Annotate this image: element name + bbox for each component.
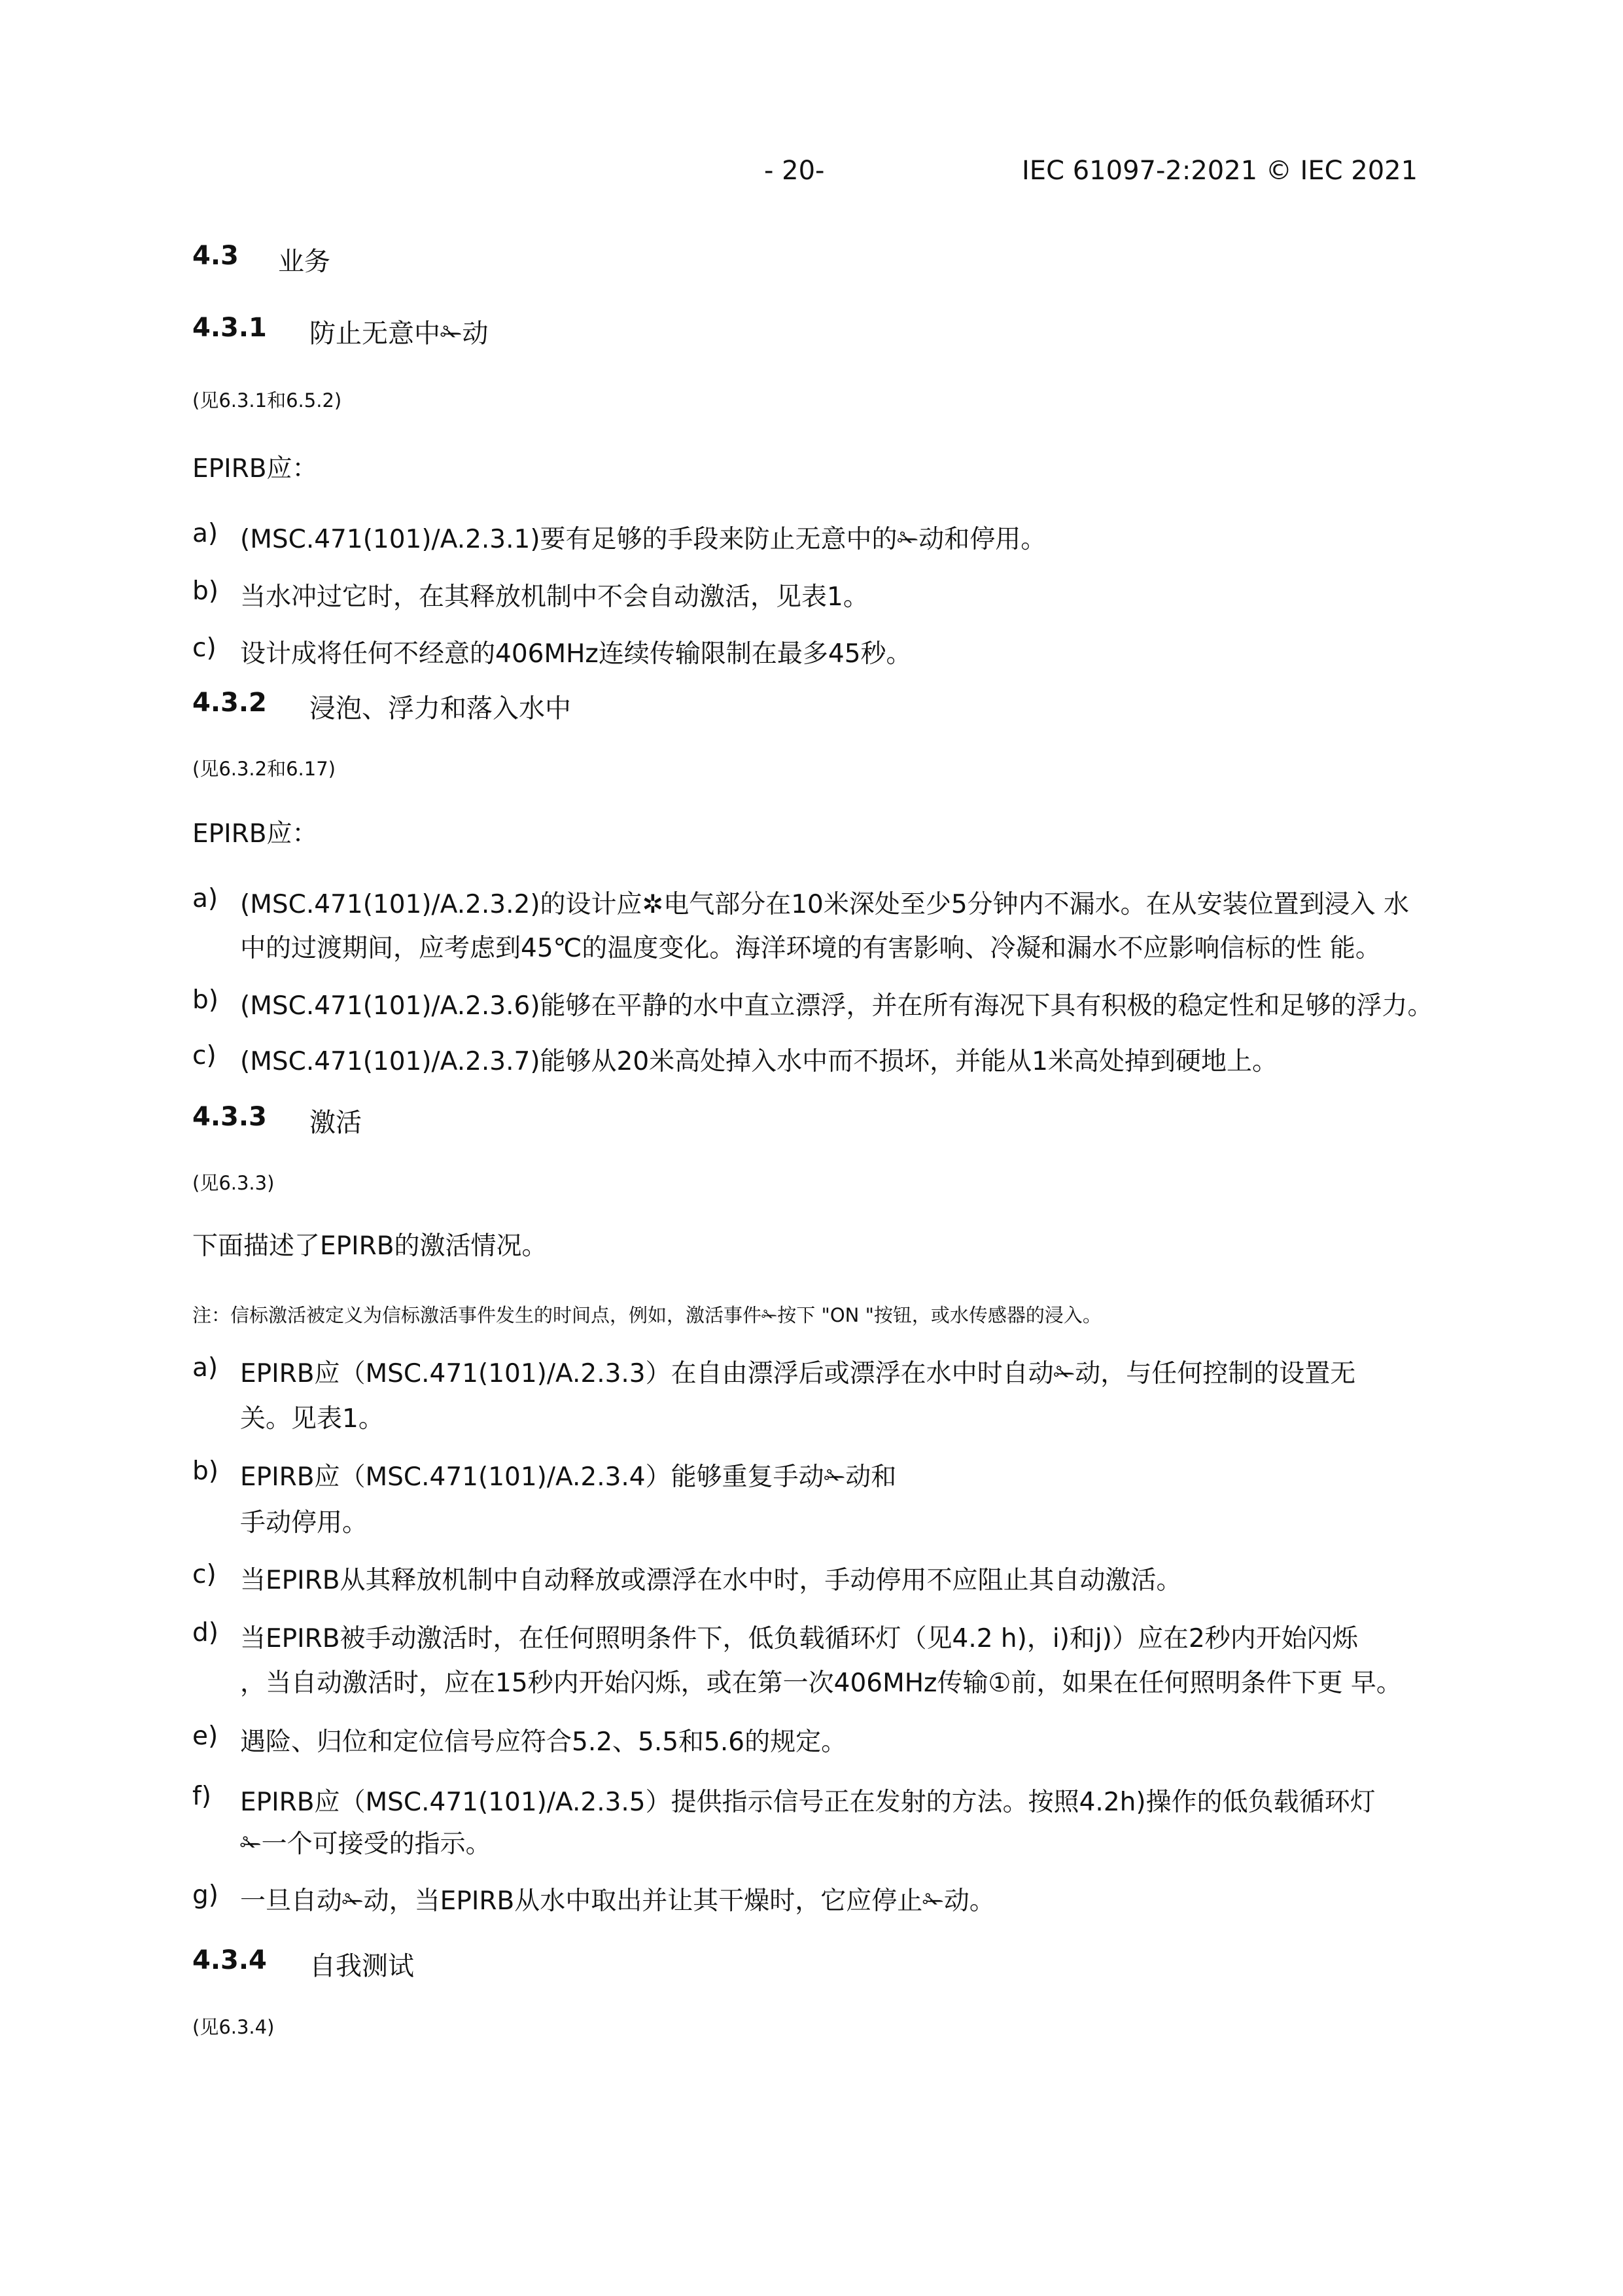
list-item-continuation: 手动停用。 bbox=[240, 1508, 368, 1538]
subsection-title: 自我测试 bbox=[309, 1951, 414, 1981]
list-item: EPIRB应（MSC.471(101)/A.2.3.4）能够重复手动✁动和 bbox=[240, 1462, 897, 1492]
list-label: c) bbox=[192, 633, 217, 663]
list-label: b) bbox=[192, 1457, 218, 1486]
cross-reference: (见6.3.2和6.17) bbox=[192, 758, 336, 780]
section-number: 4.3 bbox=[192, 241, 239, 271]
list-item: (MSC.471(101)/A.2.3.1)要有足够的手段来防止无意中的✁动和停用。 bbox=[240, 525, 1047, 554]
document-id: IEC 61097-2:2021 © IEC 2021 bbox=[1022, 156, 1418, 186]
list-item-continuation: ，当自动激活时，应在15秒内开始闪烁，或在第一次406MHz传输①前，如果在任何照明条件下更 早。 bbox=[240, 1669, 1402, 1698]
list-item-continuation: ✁一个可接受的指示。 bbox=[240, 1829, 491, 1859]
subsection-number: 4.3.1 bbox=[192, 313, 267, 343]
list-item: 遇险、归位和定位信号应符合5.2、5.5和5.6的规定。 bbox=[240, 1727, 847, 1757]
section-title: 业务 bbox=[278, 247, 330, 277]
intro-text: EPIRB应： bbox=[192, 819, 318, 849]
list-label: c) bbox=[192, 1041, 217, 1070]
list-label: b) bbox=[192, 985, 218, 1015]
cross-reference: (见6.3.1和6.5.2) bbox=[192, 389, 342, 412]
cross-reference: (见6.3.4) bbox=[192, 2016, 275, 2038]
subsection-number: 4.3.4 bbox=[192, 1945, 267, 1975]
list-item: 当水冲过它时，在其释放机制中不会自动激活，见表1。 bbox=[240, 582, 869, 612]
list-item: EPIRB应（MSC.471(101)/A.2.3.5）提供指示信号正在发射的方法。按照4.2h)操作的低负载循环灯 bbox=[240, 1788, 1376, 1817]
list-item: (MSC.471(101)/A.2.3.6)能够在平静的水中直立漂浮，并在所有海况下具有积极的稳定性和足够的浮力。 bbox=[240, 991, 1433, 1021]
list-label: e) bbox=[192, 1722, 218, 1751]
list-item-continuation: 中的过渡期间，应考虑到45℃的温度变化。海洋环境的有害影响、冷凝和漏水不应影响信标的性 能。 bbox=[240, 934, 1381, 963]
subsection-title: 激活 bbox=[309, 1108, 362, 1138]
subsection-title: 浸泡、浮力和落入水中 bbox=[309, 694, 571, 724]
list-item: 设计成将任何不经意的406MHz连续传输限制在最多45秒。 bbox=[240, 639, 912, 669]
page-number: - 20- bbox=[764, 156, 825, 186]
list-label: b) bbox=[192, 576, 218, 606]
list-label: a) bbox=[192, 1353, 218, 1383]
list-label: a) bbox=[192, 884, 218, 913]
list-label: g) bbox=[192, 1881, 218, 1910]
list-item: EPIRB应（MSC.471(101)/A.2.3.3）在自由漂浮后或漂浮在水中时自动✁动，与任何控制的设置无 bbox=[240, 1359, 1356, 1388]
cross-reference: (见6.3.3) bbox=[192, 1172, 275, 1194]
list-label: f) bbox=[192, 1782, 211, 1811]
list-label: c) bbox=[192, 1560, 217, 1589]
note-text: 注：信标激活被定义为信标激活事件发生的时间点，例如，激活事件✁按下 "ON "按钮，或水传感器的浸入。 bbox=[192, 1304, 1102, 1326]
list-item: (MSC.471(101)/A.2.3.2)的设计应✲电气部分在10米深处至少5分钟内不漏水。在从安装位置到浸入 水 bbox=[240, 890, 1410, 919]
intro-text: EPIRB应： bbox=[192, 454, 318, 484]
list-item: 当EPIRB从其释放机制中自动释放或漂浮在水中时，手动停用不应阻止其自动激活。 bbox=[240, 1566, 1182, 1595]
list-item: 一旦自动✁动，当EPIRB从水中取出并让其干燥时，它应停止✁动。 bbox=[240, 1886, 995, 1916]
list-label: a) bbox=[192, 519, 218, 548]
subsection-number: 4.3.2 bbox=[192, 688, 267, 718]
list-label: d) bbox=[192, 1618, 218, 1648]
list-item: (MSC.471(101)/A.2.3.7)能够从20米高处掉入水中而不损坏，并能从1米高处掉到硬地上。 bbox=[240, 1047, 1278, 1076]
subsection-title: 防止无意中✁动 bbox=[309, 319, 489, 349]
intro-text: 下面描述了EPIRB的激活情况。 bbox=[192, 1231, 548, 1261]
subsection-number: 4.3.3 bbox=[192, 1102, 267, 1132]
list-item-continuation: 关。见表1。 bbox=[240, 1404, 384, 1434]
list-item: 当EPIRB被手动激活时，在任何照明条件下，低负载循环灯（见4.2 h)，i)和j)）应在2秒内开始闪烁 bbox=[240, 1624, 1358, 1653]
